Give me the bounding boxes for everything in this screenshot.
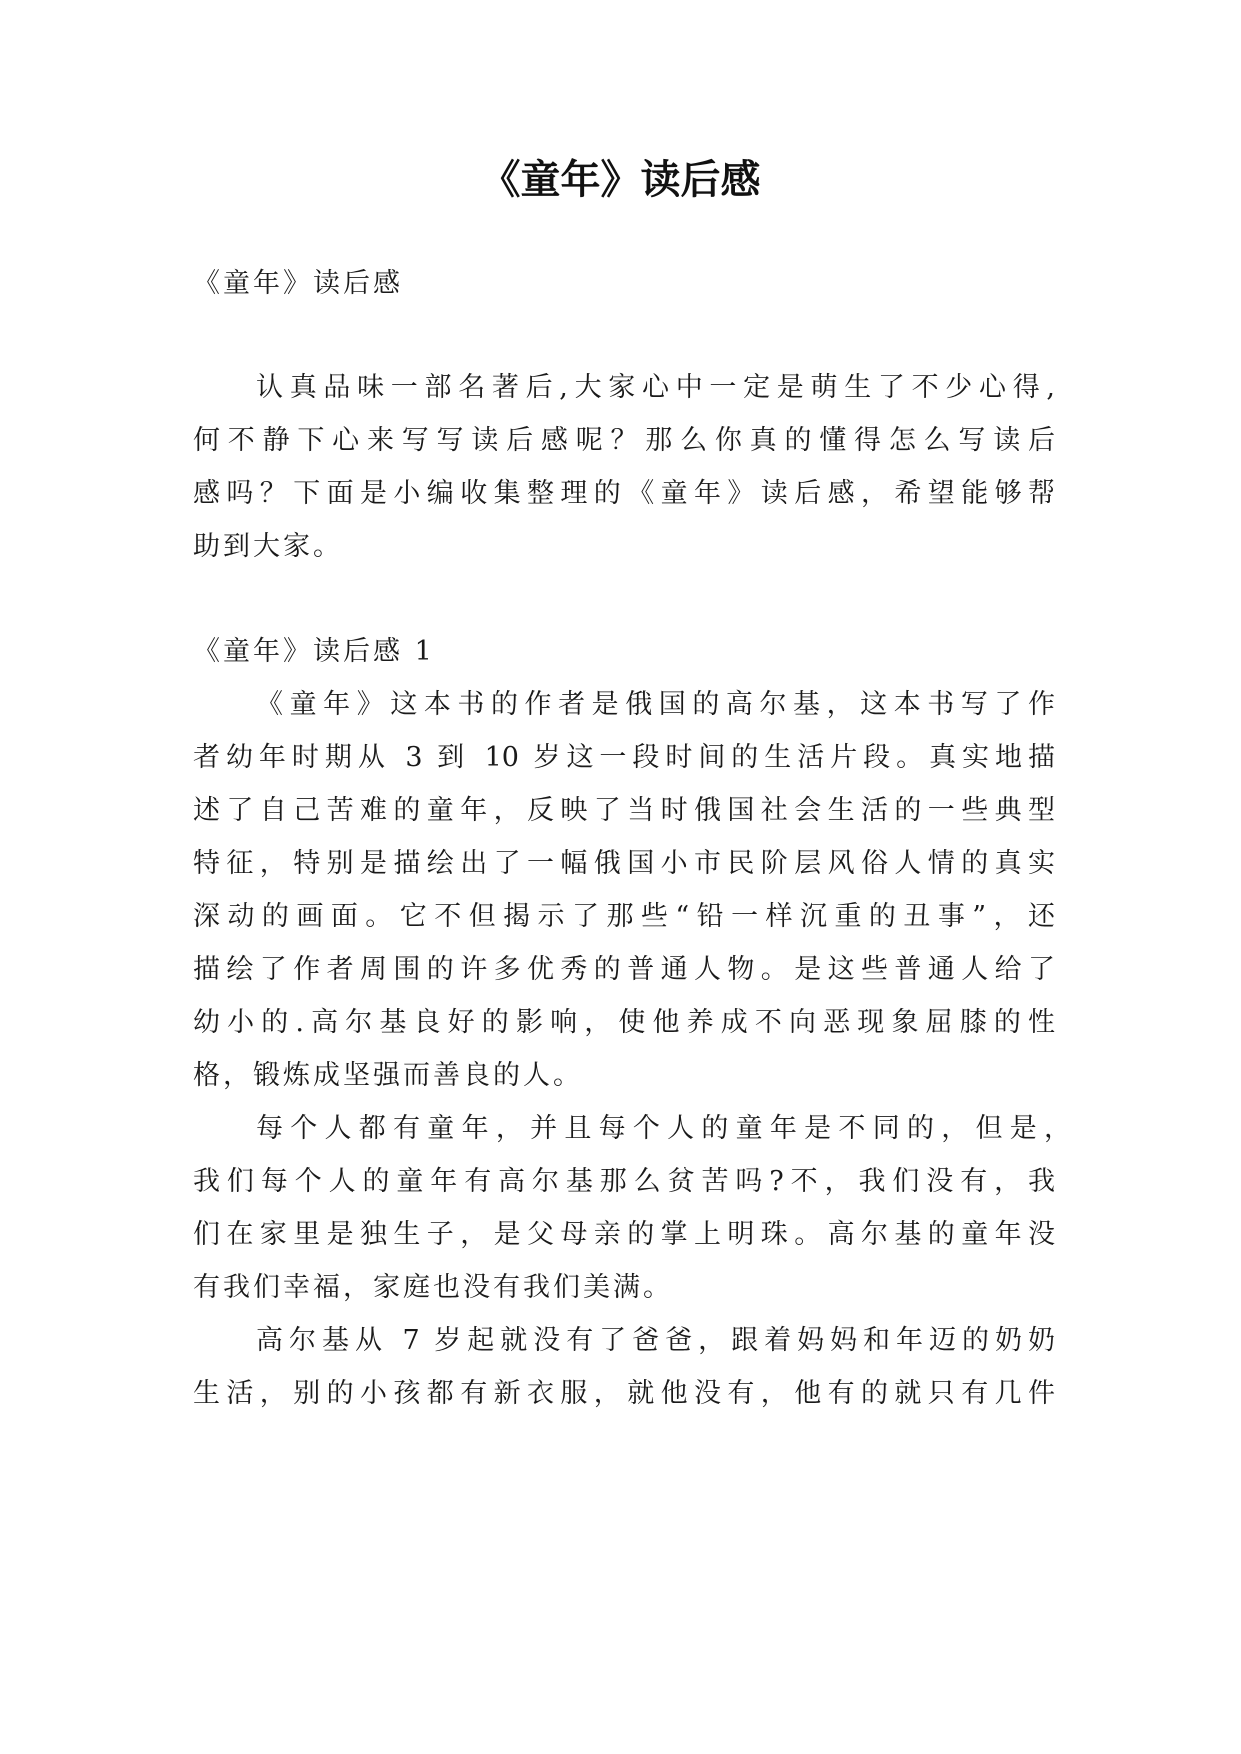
intro-line-3: 感吗？下面是小编收集整理的《童年》读后感，希望能够帮 [193,478,1055,509]
paragraph1-line-4: 特征，特别是描绘出了一幅俄国小市民阶层风俗人情的真实 [193,848,1055,879]
section-heading: 《童年》读后感 1 [193,636,435,667]
paragraph2-line-3: 们在家里是独生子，是父母亲的掌上明珠。高尔基的童年没 [193,1219,1055,1250]
paragraph3-line-1: 高尔基从 7 岁起就没有了爸爸，跟着妈妈和年迈的奶奶 [256,1325,1055,1356]
paragraph1-line-8: 格，锻炼成坚强而善良的人。 [193,1060,583,1091]
paragraph2-line-2: 我们每个人的童年有高尔基那么贫苦吗?不，我们没有，我 [193,1166,1055,1197]
intro-line-1: 认真品味一部名著后,大家心中一定是萌生了不少心得, [256,372,1055,403]
paragraph3-line-2: 生活，别的小孩都有新衣服，就他没有，他有的就只有几件 [193,1378,1055,1409]
paragraph1-line-5: 深动的画面。它不但揭示了那些“铅一样沉重的丑事”，还 [193,901,1055,932]
paragraph1-line-7: 幼小的.高尔基良好的影响，使他养成不向恶现象屈膝的性 [193,1007,1055,1038]
document-subtitle: 《童年》读后感 [193,268,403,299]
paragraph2-line-1: 每个人都有童年，并且每个人的童年是不同的，但是， [256,1113,1071,1144]
paragraph1-line-2: 者幼年时期从 3 到 10 岁这一段时间的生活片段。真实地描 [193,742,1055,773]
paragraph1-line-6: 描绘了作者周围的许多优秀的普通人物。是这些普通人给了 [193,954,1055,985]
intro-line-2: 何不静下心来写写读后感呢？那么你真的懂得怎么写读后 [193,425,1055,456]
paragraph2-line-4: 有我们幸福，家庭也没有我们美满。 [193,1272,673,1303]
document-title: 《童年》读后感 [480,157,761,203]
intro-line-4: 助到大家。 [193,531,343,562]
paragraph1-line-3: 述了自己苦难的童年，反映了当时俄国社会生活的一些典型 [193,795,1055,826]
paragraph1-line-1: 《童年》这本书的作者是俄国的高尔基，这本书写了作 [256,689,1055,720]
